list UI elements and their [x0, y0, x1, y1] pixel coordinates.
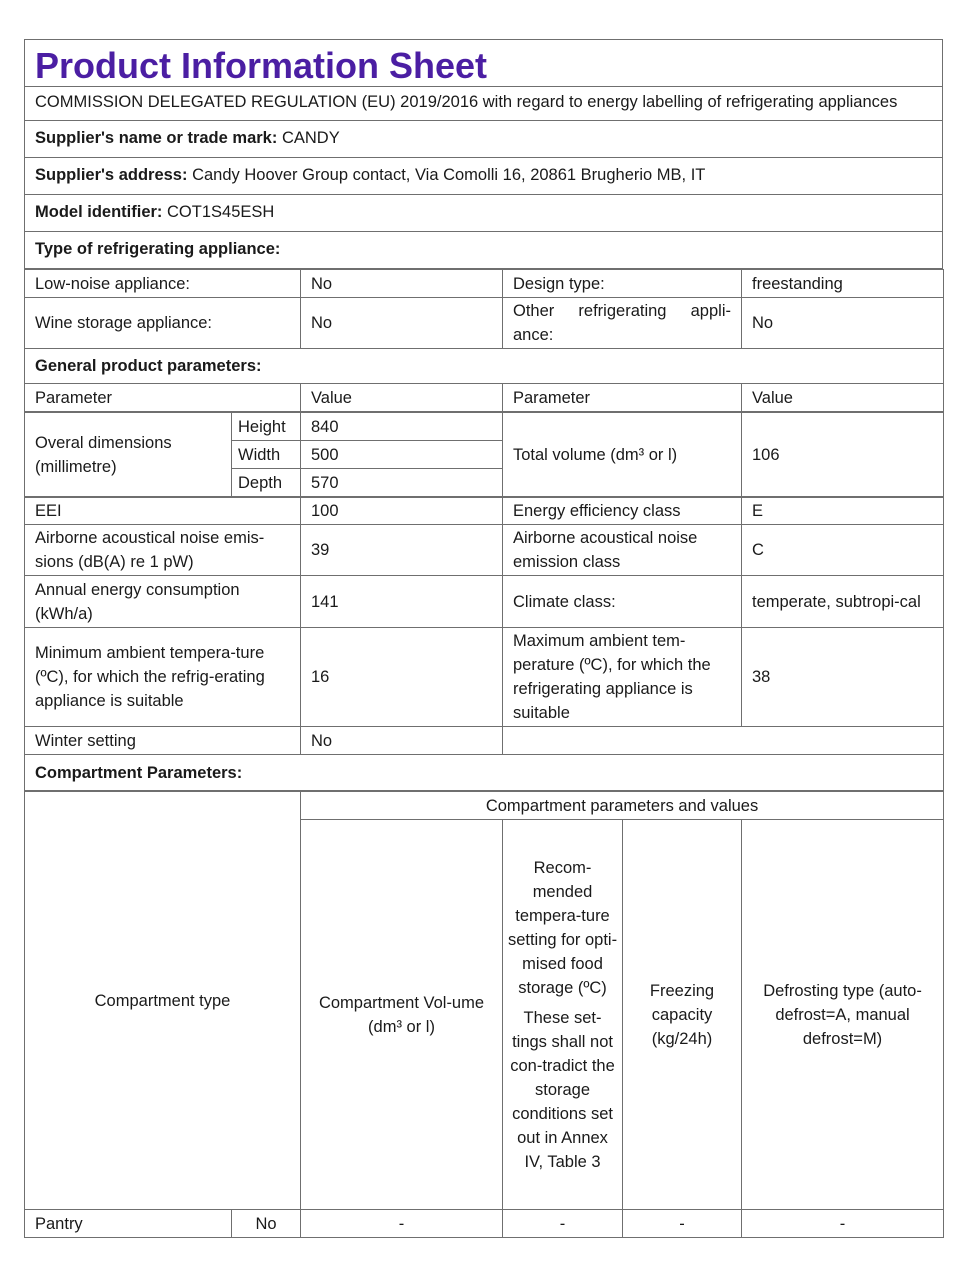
- dimensions-label: Overal dimensions (millimetre): [25, 413, 232, 497]
- noise-value: 39: [301, 525, 503, 576]
- supplier-address-row: [24, 158, 943, 195]
- other-refrigerating-value: No: [742, 298, 944, 349]
- type-row-1: [25, 270, 944, 298]
- model-identifier-value: COT1S45ESH: [167, 203, 275, 221]
- compartment-group-header: Compartment parameters and values: [301, 792, 944, 820]
- energy-class-value: E: [742, 498, 944, 525]
- page-title: Product Information Sheet: [35, 45, 488, 86]
- ambient-temp-row: [25, 628, 944, 727]
- general-header-row: [25, 384, 944, 412]
- eei-label: EEI: [25, 498, 301, 525]
- noise-class-label: Airborne acoustical noise emission class: [503, 525, 742, 576]
- compartment-heading-row: [25, 755, 944, 791]
- height-value: 840: [301, 413, 503, 441]
- type-heading-row: [24, 232, 943, 269]
- annual-energy-label: Annual energy consumption (kWh/a): [25, 576, 301, 628]
- total-volume-value: 106: [742, 413, 944, 497]
- supplier-name-value: CANDY: [281, 129, 340, 147]
- compartment-defrost-value: -: [742, 1210, 944, 1238]
- type-heading: Type of refrigerating appliance:: [35, 240, 281, 258]
- climate-class-value: temperate, subtropi-cal: [742, 576, 944, 628]
- compartment-volume-value: -: [301, 1210, 503, 1238]
- wine-storage-label: Wine storage appliance:: [25, 298, 301, 349]
- compartment-freezing-value: -: [623, 1210, 742, 1238]
- noise-label: Airborne acoustical noise emis-sions (dB(A) re 1 pW): [25, 525, 301, 576]
- dims-row-height: [25, 413, 944, 441]
- col-defrosting-type: Defrosting type (auto-defrost=A, manual defrost=M): [742, 820, 944, 1210]
- regulation-text: COMMISSION DELEGATED REGULATION (EU) 2019/2016 with regard to energy labelling of refrigerating appliances: [35, 93, 898, 111]
- winter-empty-cell: [503, 727, 944, 755]
- total-volume-label: Total volume (dm³ or l): [503, 413, 742, 497]
- low-noise-value: No: [301, 270, 503, 298]
- title-row: [24, 39, 943, 87]
- max-temp-label: Maximum ambient tem-perature (ºC), for which the refrigerating appliance is suitable: [503, 628, 742, 727]
- general-heading: General product parameters:: [25, 349, 944, 384]
- col-recommended-temp: [503, 820, 623, 1210]
- col-compartment-volume: Compartment Vol-ume (dm³ or l): [301, 820, 503, 1210]
- winter-row: [25, 727, 944, 755]
- compartment-heading: Compartment Parameters:: [25, 755, 944, 791]
- col-parameter-1: Parameter: [25, 384, 301, 412]
- compartment-type-value: Pantry: [25, 1210, 232, 1238]
- table-row: [25, 1210, 944, 1238]
- width-value: 500: [301, 441, 503, 469]
- annual-energy-value: 141: [301, 576, 503, 628]
- compartment-present-value: No: [232, 1210, 301, 1238]
- energy-consumption-row: [25, 576, 944, 628]
- general-heading-row: [25, 349, 944, 384]
- winter-value: No: [301, 727, 503, 755]
- supplier-address-value: Candy Hoover Group contact, Via Comolli 16, 20861 Brugherio MB, IT: [192, 166, 706, 184]
- col-value-2: Value: [742, 384, 944, 412]
- product-information-sheet: [24, 39, 943, 1238]
- eei-value: 100: [301, 498, 503, 525]
- col-freezing-capacity: Freezing capacity (kg/24h): [623, 820, 742, 1210]
- depth-label: Depth: [232, 469, 301, 497]
- col-parameter-2: Parameter: [503, 384, 742, 412]
- regulation-row: [24, 87, 943, 121]
- dimensions-table: [24, 412, 944, 497]
- col-compartment-type: Compartment type: [25, 792, 301, 1210]
- model-identifier-row: [24, 195, 943, 232]
- width-label: Width: [232, 441, 301, 469]
- energy-class-label: Energy efficiency class: [503, 498, 742, 525]
- supplier-name-label: Supplier's name or trade mark:: [35, 129, 278, 147]
- noise-class-value: C: [742, 525, 944, 576]
- depth-value: 570: [301, 469, 503, 497]
- supplier-address-label: Supplier's address:: [35, 166, 188, 184]
- design-type-label: Design type:: [503, 270, 742, 298]
- type-table: [24, 269, 944, 412]
- model-identifier-label: Model identifier:: [35, 203, 163, 221]
- compartment-temp-value: -: [503, 1210, 623, 1238]
- climate-class-label: Climate class:: [503, 576, 742, 628]
- supplier-name-row: [24, 121, 943, 158]
- eei-row: [25, 498, 944, 525]
- compartment-table: [24, 791, 944, 1238]
- design-type-value: freestanding: [742, 270, 944, 298]
- general-params-table: [24, 497, 944, 791]
- min-temp-label: Minimum ambient tempera-ture (ºC), for which the refrig-erating appliance is suitable: [25, 628, 301, 727]
- height-label: Height: [232, 413, 301, 441]
- other-refrigerating-label: Other refrigerating appli-ance:: [503, 298, 742, 349]
- wine-storage-value: No: [301, 298, 503, 349]
- recommended-temp-text: Recom-mended tempera-ture setting for opti-mised food storage (ºC): [507, 858, 618, 997]
- settings-note-text: These set-tings shall not con-tradict the storage conditions set out in Annex IV, Table 3: [510, 1008, 615, 1171]
- noise-row: [25, 525, 944, 576]
- winter-label: Winter setting: [25, 727, 301, 755]
- type-row-2: [25, 298, 944, 349]
- low-noise-label: Low-noise appliance:: [25, 270, 301, 298]
- col-value-1: Value: [301, 384, 503, 412]
- max-temp-value: 38: [742, 628, 944, 727]
- min-temp-value: 16: [301, 628, 503, 727]
- compartment-group-header-row: [25, 792, 944, 820]
